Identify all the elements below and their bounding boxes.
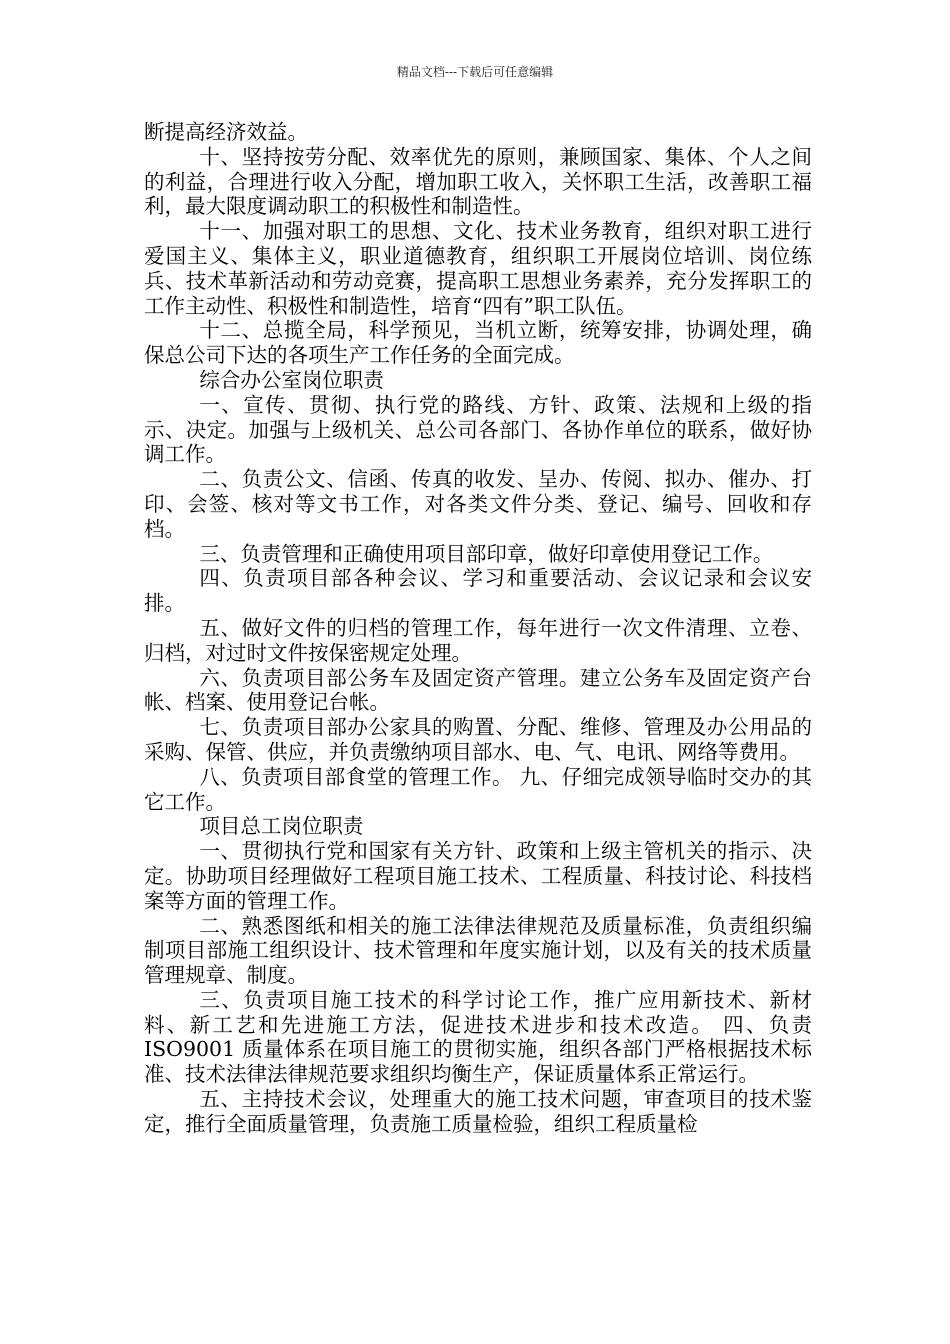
paragraph-engineer-3-4: 三、负责项目施工技术的科学讨论工作，推广应用新技术、新材料、新工艺和先进施工方法，促进技术进步和技术改造。 四、负责 ISO9001 质量体系在项目施工的贯彻实施，组织各部门严格根据技术标准、技术法律法律规范要求组织均衡生产，保证质量体系正常运行。 — [144, 987, 812, 1087]
paragraph-continuation: 断提高经济效益。 — [144, 120, 308, 144]
paragraph-engineer-1: 一、贯彻执行党和国家有关方针、政策和上级主管机关的指示、决定。协助项目经理做好工程项目施工技术、工程质量、科技讨论、科技档案等方面的管理工作。 — [144, 839, 812, 913]
section-title-office: 综合办公室岗位职责 — [199, 367, 384, 392]
document-body — [144, 120, 812, 1137]
page-header: 精品文档---下载后可任意编辑 — [396, 65, 554, 79]
paragraph-engineer-5: 五、主持技术会议，处理重大的施工技术问题，审查项目的技术鉴定，推行全面质量管理，负责施工质量检验，组织工程质量检 — [144, 1087, 812, 1136]
paragraph-item-12: 十二、总揽全局，科学预见，当机立断，统筹安排，协调处理，确保总公司下达的各项生产工作任务的全面完成。 — [144, 318, 812, 368]
paragraph-office-7: 七、负责项目部办公家具的购置、分配、维修、管理及办公用品的采购、保管、供应，并负责缴纳项目部水、电、气、电讯、网络等费用。 — [144, 715, 812, 764]
paragraph-office-1: 一、宣传、贯彻、执行党的路线、方针、政策、法规和上级的指示、决定。加强与上级机关、总公司各部门、各协作单位的联系，做好协调工作。 — [144, 392, 812, 467]
paragraph-item-11: 十一、加强对职工的思想、文化、技术业务教育，组织对职工进行爱国主义、集体主义，职业道德教育，组织职工开展岗位培训、岗位练兵、技术革新活动和劳动竞赛，提高职工思想业务素养，充分发挥职工的工作主动性、积极性和制造性，培育“四有”职工队伍。 — [144, 219, 812, 318]
section-title-chief-engineer: 项目总工岗位职责 — [199, 814, 364, 839]
paragraph-engineer-2: 二、熟悉图纸和相关的施工法律法律规范及质量标准，负责组织编制项目部施工组织设计、技术管理和年度实施计划，以及有关的技术质量管理规章、制度。 — [144, 913, 812, 988]
paragraph-office-8-9: 八、负责项目部食堂的管理工作。 九、仔细完成领导临时交办的其它工作。 — [144, 764, 812, 814]
paragraph-office-5: 五、做好文件的归档的管理工作，每年进行一次文件清理、立卷、归档，对过时文件按保密规定处理。 — [144, 615, 812, 665]
paragraph-office-4: 四、负责项目部各种会议、学习和重要活动、会议记录和会议安排。 — [144, 566, 812, 616]
paragraph-item-10: 十、坚持按劳分配、效率优先的原则，兼顾国家、集体、个人之间的利益，合理进行收入分配，增加职工收入，关怀职工生活，改善职工福利，最大限度调动职工的积极性和制造性。 — [144, 144, 812, 219]
paragraph-office-2: 二、负责公文、信函、传真的收发、呈办、传阅、拟办、催办、打印、会签、核对等文书工作，对各类文件分类、登记、编号、回收和存档。 — [144, 467, 812, 541]
paragraph-office-3: 三、负责管理和正确使用项目部印章，做好印章使用登记工作。 — [199, 541, 774, 566]
paragraph-office-6: 六、负责项目部公务车及固定资产管理。建立公务车及固定资产台帐、档案、使用登记台帐。 — [144, 665, 812, 715]
